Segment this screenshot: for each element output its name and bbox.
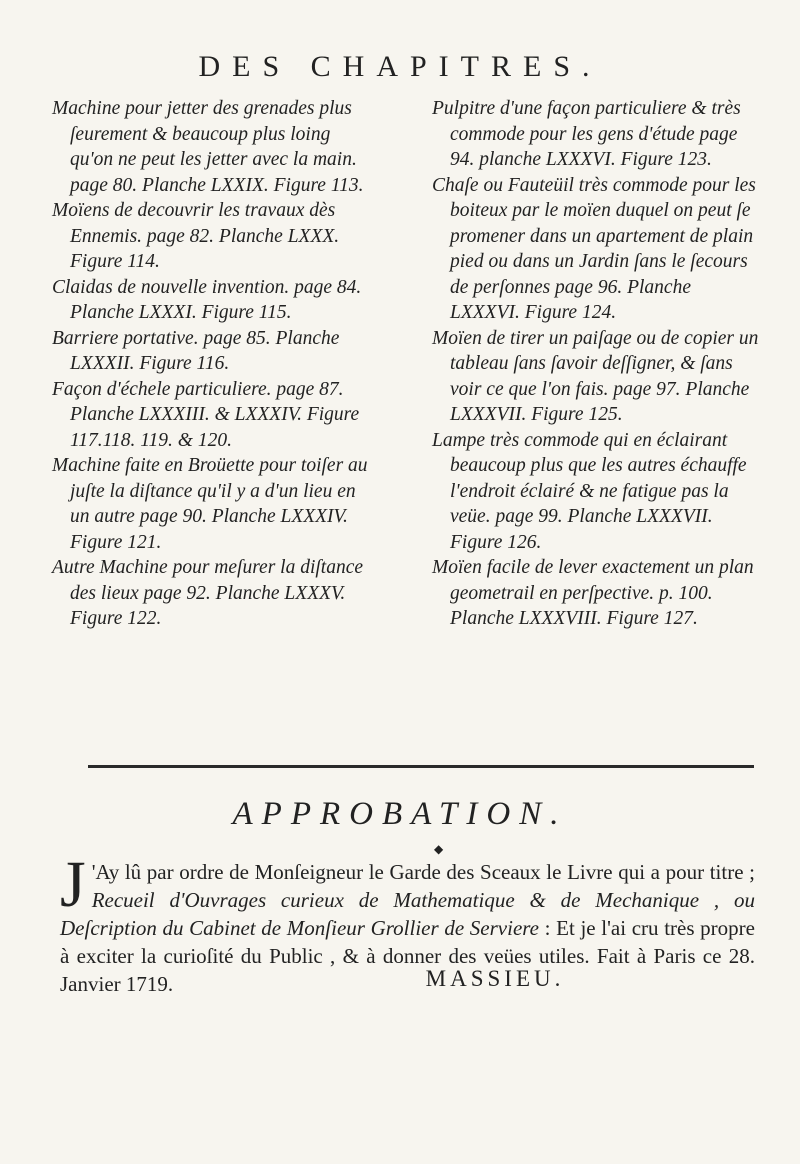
toc-entry: Pulpitre d'une façon particuliere & très commode pour les gens d'étude page 94. planche LXXXVI. Figure 123.: [432, 98, 741, 170]
signature: MASSIEU.: [425, 966, 565, 991]
drop-cap: J: [60, 848, 86, 921]
approbation-body-end: : Et je l'ai cru très propre à exciter la curioſité du Public , & à donner des veües utiles. Fait à Paris ce 28. Janvier 1719.: [60, 916, 755, 996]
toc-entry: Barriere portative. page 85. Planche LXXXII. Figure 116.: [52, 327, 340, 374]
toc-entry: Moïen de tirer un paiſage ou de copier un tableau ſans ſavoir deſſigner, & ſans voir ce que l'on fais. page 97. Planche LXXXVII. Figure 125.: [432, 327, 759, 425]
toc-entry: Machine faite en Broüette pour toiſer au juſte la diſtance qu'il y a d'un lieu en un autre page 90. Planche LXXXIV. Figure 121.: [52, 455, 368, 553]
left-column: [52, 96, 370, 632]
ornament-icon: ◆: [434, 842, 444, 856]
toc-entry: Lampe très commode qui en éclairant beaucoup plus que les autres échauffe l'endroit éclairé & ne fatigue pas la veüe. page 99. Planche LXXXVII. Figure 126.: [432, 429, 747, 553]
toc-entry: Moïens de decouvrir les travaux dès Ennemis. page 82. Planche LXXX. Figure 114.: [52, 200, 340, 272]
toc-entry: Machine pour jetter des grenades plus ſeurement & beaucoup plus loing qu'on ne peut les jetter avec la main. page 80. Planche LXXIX. Figure 113.: [52, 98, 364, 196]
toc-entry: Autre Machine pour meſurer la diſtance des lieux page 92. Planche LXXXV. Figure 122.: [52, 557, 364, 629]
right-column: [432, 96, 762, 632]
book-title: Recueil d'Ouvrages curieux de Mathematique & de Mechanique , ou Deſcription du Cabinet de Monſieur Grollier de Serviere: [60, 888, 755, 940]
section-divider: [88, 765, 754, 768]
page-header: DES CHAPITRES.: [198, 50, 602, 83]
toc-entry: Façon d'échele particuliere. page 87. Planche LXXXIII. & LXXXIV. Figure 117.118. 119. & 120.: [52, 378, 360, 451]
toc-entry: Claidas de nouvelle invention. page 84. Planche LXXXI. Figure 115.: [52, 276, 362, 323]
toc-entry: Moïen facile de lever exactement un plan geometrail en perſpective. p. 100. Planche LXXXVIII. Figure 127.: [432, 557, 754, 629]
approbation-title: APPROBATION.: [232, 796, 568, 832]
toc-entry: Chaſe ou Fauteüil très commode pour les boiteux par le moïen duquel on peut ſe promener dans un apartement de plain pied ou dans un Jardin ſans le ſecours de perſonnes page 96. Planche LXXXVI. Figure 124.: [432, 174, 756, 323]
approbation-body-start: 'Ay lû par ordre de Monſeigneur le Garde des Sceaux le Livre qui a pour titre ;: [91, 860, 755, 884]
